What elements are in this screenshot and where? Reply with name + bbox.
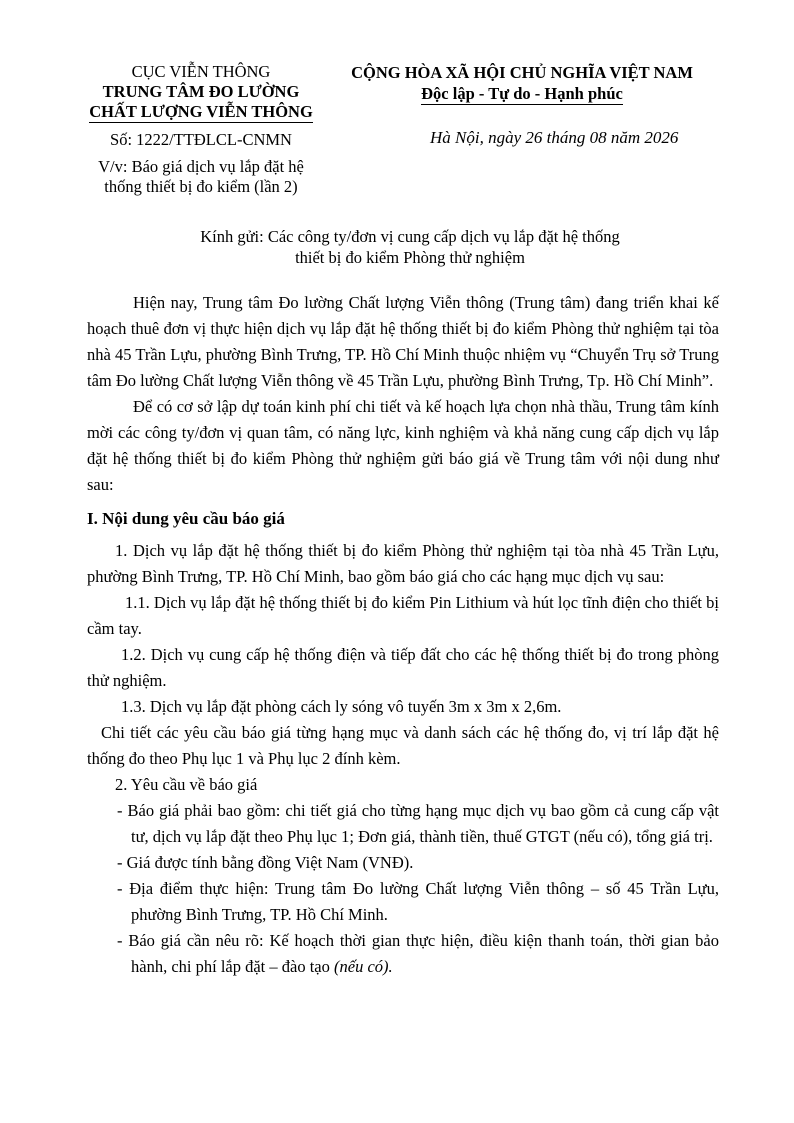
center-name-line1: TRUNG TÂM ĐO LƯỜNG (102, 82, 300, 101)
national-header (322, 62, 722, 105)
bullet-item-4-note: (nếu có). (334, 957, 393, 976)
section-heading: I. Nội dung yêu cầu báo giá (87, 509, 285, 528)
list-item-1-3: 1.3. Dịch vụ lắp đặt phòng cách ly sóng vô tuyến 3m x 3m x 2,6m. (121, 697, 562, 716)
bullet-item-2: - Giá được tính bằng đồng Việt Nam (VNĐ). (117, 853, 414, 872)
recipient-line1: Kính gửi: Các công ty/đơn vị cung cấp dịch vụ lắp đặt hệ thống (200, 227, 620, 246)
subject-line1: V/v: Báo giá dịch vụ lắp đặt hệ (98, 157, 304, 176)
agency-name: CỤC VIỄN THÔNG (131, 62, 271, 81)
paragraph-invitation: Để có cơ sở lập dự toán kinh phí chi tiết và kế hoạch lựa chọn nhà thầu, Trung tâm kính mời các công ty/đơn vị quan tâm, có năng lực, kinh nghiệm và khả năng cung cấp dịch vụ lắp đặt hệ thống thiết bị đo kiểm Phòng thử nghiệm gửi báo giá về Trung tâm với nội dung như sau: (87, 397, 719, 494)
bullet-item-3: - Địa điểm thực hiện: Trung tâm Đo lường Chất lượng Viễn thông – số 45 Trần Lựu, phường Bình Trưng, TP. Hồ Chí Minh. (117, 879, 719, 924)
subject-line2: thống thiết bị đo kiểm (lần 2) (104, 177, 298, 196)
list-item-1-1: 1.1. Dịch vụ lắp đặt hệ thống thiết bị đo kiểm Pin Lithium và hút lọc tĩnh điện cho thiết bị cầm tay. (87, 593, 719, 638)
recipient-line2: thiết bị đo kiểm Phòng thử nghiệm (295, 248, 525, 267)
paragraph-intro: Hiện nay, Trung tâm Đo lường Chất lượng Viễn thông (Trung tâm) đang triển khai kế hoạch thuê đơn vị thực hiện dịch vụ lắp đặt hệ thống thiết bị đo kiểm Phòng thử nghiệm tại tòa nhà 45 Trần Lựu, phường Bình Trưng, TP. Hồ Chí Minh thuộc nhiệm vụ “Chuyển Trụ sở Trung tâm Đo lường Chất lượng Viễn thông về 45 Trần Lựu, phường Bình Trưng, Tp. Hồ Chí Minh”. (87, 293, 719, 390)
list-item-1: 1. Dịch vụ lắp đặt hệ thống thiết bị đo kiểm Phòng thử nghiệm tại tòa nhà 45 Trần Lựu, phường Bình Trưng, TP. Hồ Chí Minh, bao gồm báo giá cho các hạng mục dịch vụ sau: (87, 541, 719, 586)
center-name-line2: CHẤT LƯỢNG VIỄN THÔNG (89, 102, 313, 121)
bullet-item-4-text: - Báo giá cần nêu rõ: Kế hoạch thời gian thực hiện, điều kiện thanh toán, thời gian bảo hành, chi phí lắp đặt – đào tạo (117, 931, 719, 976)
document-number: Số: 1222/TTĐLCL-CNMN (110, 130, 292, 149)
issuer-block (70, 62, 332, 197)
document-body (87, 290, 719, 980)
paragraph-detail: Chi tiết các yêu cầu báo giá từng hạng mục và danh sách các hệ thống đo, vị trí lắp đặt hệ thống đo theo Phụ lục 1 và Phụ lục 2 đính kèm. (87, 723, 719, 768)
bullet-item-4 (87, 928, 719, 980)
recipient-block (60, 226, 760, 268)
nation-title: CỘNG HÒA XÃ HỘI CHỦ NGHĨA VIỆT NAM (351, 63, 693, 82)
list-item-1-2: 1.2. Dịch vụ cung cấp hệ thống điện và tiếp đất cho các hệ thống thiết bị đo trong phòng thử nghiệm. (87, 645, 719, 690)
list-item-2: 2. Yêu cầu về báo giá (115, 775, 258, 794)
bullet-item-1: - Báo giá phải bao gồm: chi tiết giá cho từng hạng mục dịch vụ bao gồm cả cung cấp vật tư, dịch vụ lắp đặt theo Phụ lục 1; Đơn giá, thành tiền, thuế GTGT (nếu có), tổng giá trị. (117, 801, 719, 846)
national-motto: Độc lập - Tự do - Hạnh phúc (421, 84, 623, 103)
document-date: Hà Nội, ngày 26 tháng 08 năm 2026 (430, 128, 679, 147)
